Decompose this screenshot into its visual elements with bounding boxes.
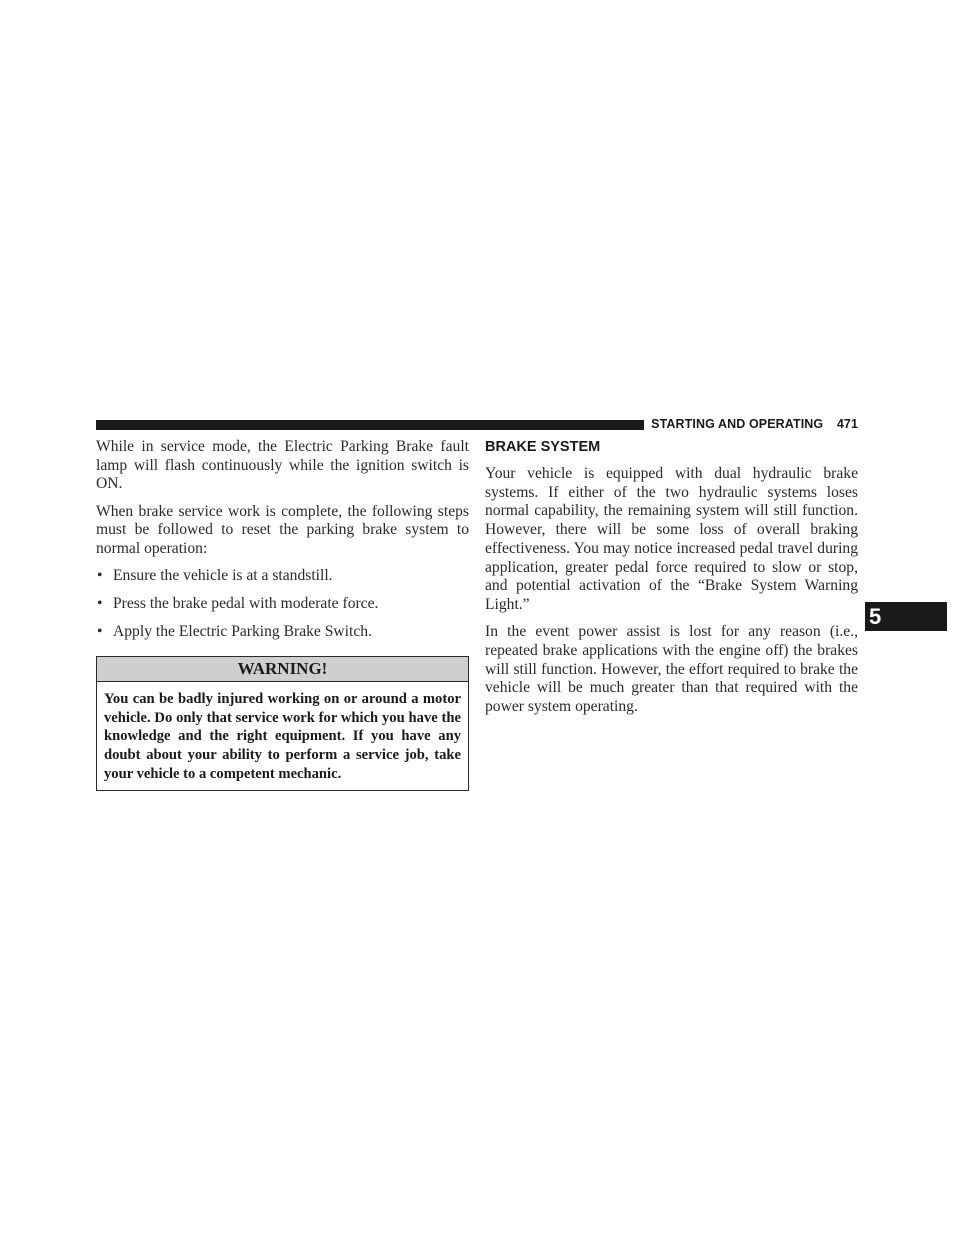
list-item-text: Apply the Electric Parking Brake Switch. [113,623,372,641]
chapter-tab: 5 [865,602,947,631]
power-assist-paragraph: In the event power assist is lost for any reason (i.e., repeated brake applications with the engine off) the brakes will still function. However, the effort required to brake the vehicle will be much greater than that required with the power system operating. [485,623,858,715]
bullet-icon: • [97,623,103,641]
warning-title: WARNING! [97,657,468,682]
bullet-icon: • [97,595,103,613]
section-title: STARTING AND OPERATING [651,417,824,431]
dual-hydraulic-paragraph: Your vehicle is equipped with dual hydraulic brake systems. If either of the two hydraulic systems loses normal capability, the remaining system will still function. However, there will be some loss of overall braking effectiveness. You may notice increased pedal travel during application, greater pedal force required to slow or stop, and potential activation of the “Brake System Warning Light.” [485,465,858,613]
section-heading: BRAKE SYSTEM [485,439,601,455]
list-item [96,595,469,614]
list-item-text: Ensure the vehicle is at a standstill. [113,567,333,585]
list-item [96,623,469,642]
list-item-text: Press the brake pedal with moderate force. [113,595,379,613]
bullet-icon: • [97,567,103,585]
warning-box [96,656,469,792]
reset-steps-list [96,567,469,642]
right-column [485,438,858,725]
list-item [96,567,469,586]
left-column [96,438,469,791]
header-rule [96,420,644,430]
page-number: 471 [836,417,858,431]
warning-body: You can be badly injured working on or around a motor vehicle. Do only that service work for which you have the knowledge and the right equipment. If you have any doubt about your ability to perform a service job, take your vehicle to a competent mechanic. [104,690,461,782]
service-mode-paragraph: While in service mode, the Electric Parking Brake fault lamp will flash continuously while the ignition switch is ON. [96,438,469,493]
reset-steps-paragraph: When brake service work is complete, the following steps must be followed to reset the parking brake system to normal operation: [96,502,469,558]
running-header [650,417,858,431]
